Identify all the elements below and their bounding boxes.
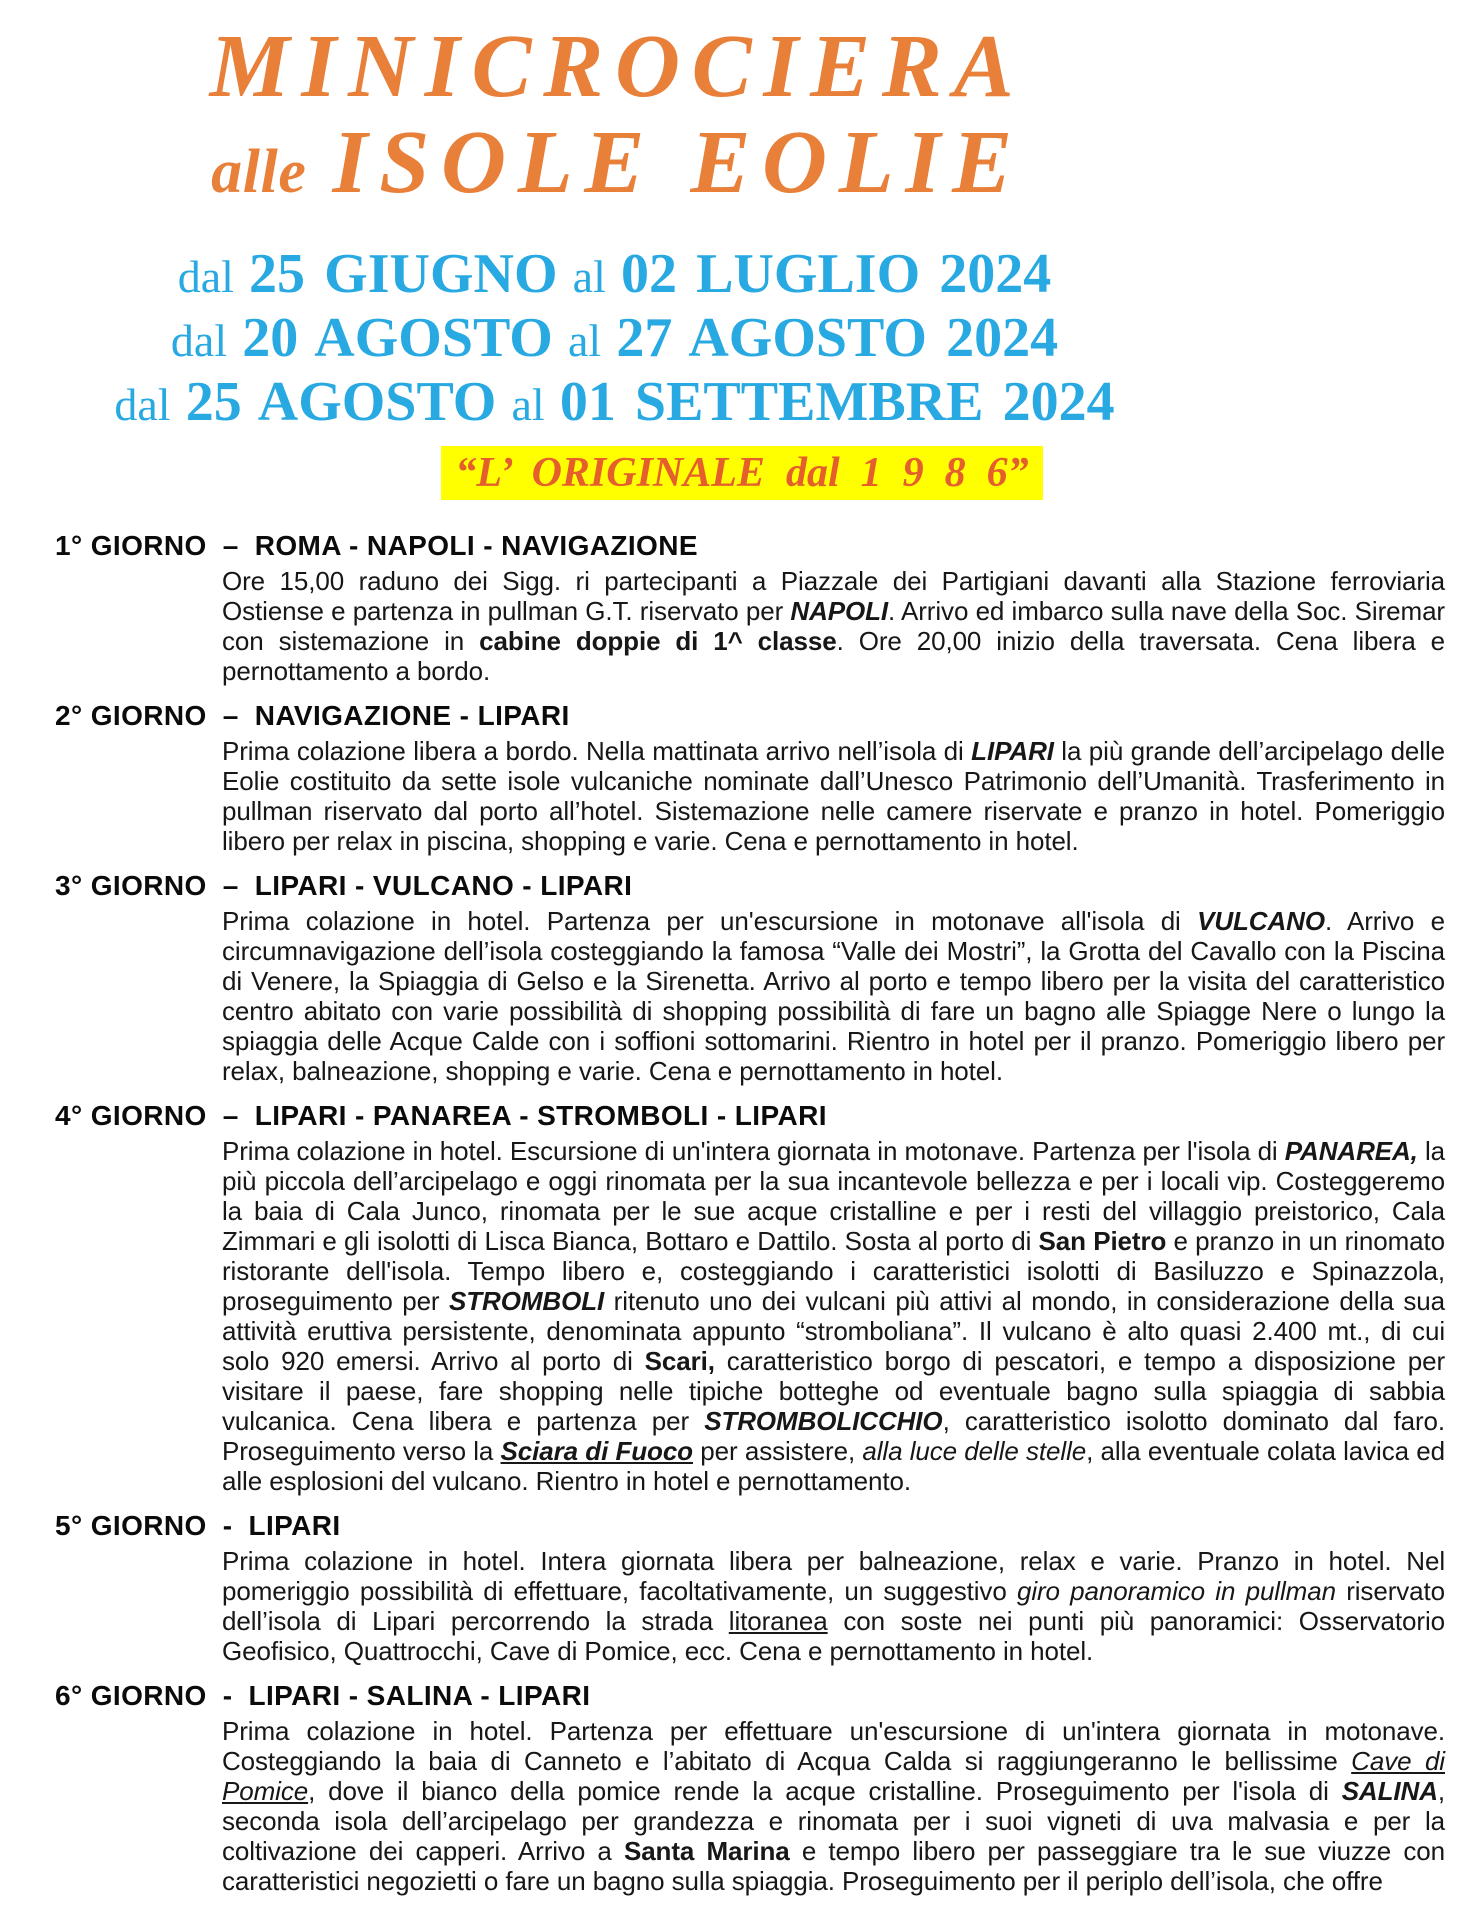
text-run: giro panoramico in pullman <box>1016 1576 1336 1606</box>
text-run: SALINA <box>1341 1776 1438 1806</box>
day-label: 2° GIORNO <box>55 700 207 731</box>
text-run: NAPOLI <box>790 596 889 626</box>
date-al: al <box>511 379 545 430</box>
day-paragraph <box>222 1136 1445 1496</box>
day-route: LIPARI - VULCANO - LIPARI <box>254 870 633 901</box>
text-run: caratteristico borgo di pescatori, e tempo a disposizione per visitare il paese, fare shopping nelle tipiche botteghe od eventuale bagno sulla spiaggia di sabbia vulcanica. Cena libera e partenza per <box>222 1346 1445 1436</box>
date-range-start: 20 AGOSTO <box>242 307 553 369</box>
day-route: LIPARI - SALINA - LIPARI <box>248 1680 591 1711</box>
day-paragraph <box>222 1716 1445 1896</box>
day-label: 6° GIORNO <box>55 1680 207 1711</box>
subtitle-main: ISOLE EOLIE <box>332 113 1024 212</box>
date-line <box>0 306 1235 370</box>
text-run: per assistere, <box>692 1436 863 1466</box>
text-run: . Ore 20,00 inizio della traversata. Cena libera e pernottamento a bordo. <box>222 626 1446 686</box>
text-run: STROMBOLICCHIO <box>704 1406 943 1436</box>
day-separator: – <box>222 870 239 901</box>
day-separator: – <box>222 1100 239 1131</box>
date-dal: dal <box>177 251 234 302</box>
text-run: e tempo libero per passeggiare tra le sue viuzze con caratteristici negozietti o fare un bagno sulla spiaggia. Proseguimento per il periplo dell’isola, che offre <box>222 1836 1445 1896</box>
day-section <box>0 530 1484 686</box>
itinerary <box>0 530 1484 1896</box>
text-run: , seconda isola dell’arcipelago per grandezza e rinomata per i suoi vigneti di uva malvasia e per la coltivazione dei capperi. Arrivo a <box>222 1776 1445 1866</box>
text-run: Ore 15,00 raduno dei Sigg. ri partecipanti a Piazzale dei Partigiani davanti alla Stazione ferroviaria Ostiense e partenza in pullman G.T. riservato per <box>222 566 1445 626</box>
day-section <box>0 870 1484 1086</box>
text-run: VULCANO <box>1197 906 1325 936</box>
day-separator: - <box>222 1510 233 1541</box>
day-section <box>0 1510 1484 1666</box>
text-run: STROMBOLI <box>449 1286 605 1316</box>
text-run: Santa Marina <box>623 1836 790 1866</box>
text-run: . Arrivo ed imbarco sulla nave della Soc. Siremar con sistemazione in <box>222 596 1445 656</box>
day-header <box>55 1680 1484 1712</box>
day-section <box>0 700 1484 856</box>
text-run: ritenuto uno dei vulcani più attivi al mondo, in considerazione della sua attività eruttiva persistente, denominata appunto “stromboliana”. Il vulcano è alto quasi 2.400 mt., di cui solo 920 emersi. Arrivo al porto di <box>222 1286 1446 1376</box>
day-header <box>55 870 1484 902</box>
date-lines <box>0 242 1235 434</box>
day-label: 4° GIORNO <box>55 1100 207 1131</box>
text-run: con soste nei punti più panoramici: Osservatorio Geofisico, Quattrocchi, Cave di Pomice, ecc. Cena e pernottamento in hotel. <box>222 1606 1445 1666</box>
day-label: 3° GIORNO <box>55 870 207 901</box>
date-line <box>0 242 1235 306</box>
day-header <box>55 530 1484 562</box>
text-run: Scari, <box>644 1346 715 1376</box>
text-run: cabine doppie di 1^ classe <box>479 626 837 656</box>
text-run: litoranea <box>728 1606 828 1636</box>
text-run: la più grande dell’arcipelago delle Eolie costituito da sette isole vulcaniche nominate dall’Unesco Patrimonio dell’Umanità. Trasferimento in pullman riservato dal porto all’hotel. Sistemazione nelle camere riservate e pranzo in hotel. Pomeriggio libero per relax in piscina, shopping e varie. Cena e pernottamento in hotel. <box>222 736 1446 856</box>
text-run: Prima colazione in hotel. Partenza per un'escursione in motonave all'isola di <box>222 906 1198 936</box>
date-range-start: 25 GIUGNO <box>249 243 558 305</box>
text-run: Prima colazione in hotel. Partenza per effettuare un'escursione di un'intera giornata in motonave. Costeggiando la baia di Canneto e l’abitato di Acqua Calda si raggiungeranno le bellissime <box>222 1716 1445 1776</box>
day-separator: – <box>222 700 239 731</box>
day-section <box>0 1100 1484 1496</box>
day-header <box>55 1100 1484 1132</box>
text-run: Cave di Pomice <box>222 1746 1445 1806</box>
day-label: 1° GIORNO <box>55 530 207 561</box>
date-dal: dal <box>114 379 171 430</box>
day-route: LIPARI - PANAREA - STROMBOLI - LIPARI <box>254 1100 827 1131</box>
date-dal: dal <box>170 315 228 366</box>
day-route: NAVIGAZIONE - LIPARI <box>254 700 570 731</box>
day-route: LIPARI <box>248 1510 341 1541</box>
text-run: riservato dell’isola di Lipari percorrendo la strada <box>222 1576 1445 1636</box>
text-run: Prima colazione in hotel. Intera giornata libera per balneazione, relax e varie. Pranzo in hotel. Nel pomeriggio possibilità di effettuare, facoltativamente, un suggestivo <box>222 1546 1445 1606</box>
day-route: ROMA - NAPOLI - NAVIGAZIONE <box>254 530 698 561</box>
day-separator: - <box>222 1680 233 1711</box>
date-range-end: 02 LUGLIO 2024 <box>620 243 1052 305</box>
day-separator: – <box>222 530 239 561</box>
page-title: MINICROCIERA <box>209 17 1026 116</box>
day-paragraph <box>222 906 1445 1086</box>
day-label: 5° GIORNO <box>55 1510 207 1541</box>
text-run: Prima colazione in hotel. Escursione di un'intera giornata in motonave. Partenza per l'isola di <box>222 1136 1285 1166</box>
text-run: Sciara di Fuoco <box>500 1436 693 1466</box>
text-run: Prima colazione libera a bordo. Nella mattinata arrivo nell’isola di <box>222 736 972 766</box>
text-run: . Arrivo e circumnavigazione dell’isola costeggiando la famosa “Valle dei Mostri”, la Grotta del Cavallo con la Piscina di Venere, la Spiaggia di Gelso e la Sirenetta. Arrivo al porto e tempo libero per la visita del caratteristico centro abitato con varie possibilità di shopping possibilità di fare un bagno alle Spiagge Nere o lungo la spiaggia delle Acque Calde con i soffioni sottomarini. Rientro in hotel per il pranzo. Pomeriggio libero per relax, balneazione, shopping e varie. Cena e pernottamento in hotel. <box>222 906 1445 1086</box>
page-subtitle <box>0 113 1235 212</box>
day-paragraph <box>222 1546 1445 1666</box>
day-header <box>55 1510 1484 1542</box>
day-section <box>0 1680 1484 1896</box>
date-range-end: 27 AGOSTO 2024 <box>616 307 1059 369</box>
subtitle-prefix: alle <box>211 138 307 206</box>
header <box>0 17 1235 434</box>
text-run: , caratteristico isolotto dominato dal faro. Proseguimento verso la <box>222 1406 1445 1466</box>
text-run: PANAREA, <box>1284 1136 1418 1166</box>
text-run: la più piccola dell’arcipelago e oggi rinomata per la sua incantevole bellezza e per i locali vip. Costeggeremo la baia di Cala Junco, rinomata per le sue acque cristalline e per i resti del villaggio preistorico, Cala Zimmari e gli isolotti di Lisca Bianca, Bottaro e Dattilo. Sosta al porto di <box>222 1136 1445 1256</box>
date-line <box>0 370 1235 434</box>
text-run: alla luce delle stelle <box>862 1436 1087 1466</box>
text-run: , alla eventuale colata lavica ed alle esplosioni del vulcano. Rientro in hotel e pernottamento. <box>222 1436 1445 1496</box>
date-al: al <box>572 251 606 302</box>
original-since-badge: “L’ ORIGINALE dal 1 9 8 6” <box>441 446 1042 500</box>
date-al: al <box>568 315 602 366</box>
day-paragraph <box>222 566 1445 686</box>
text-run: e pranzo in un rinomato ristorante dell'isola. Tempo libero e, costeggiando i caratteristici isolotti di Basiluzzo e Spinazzola, proseguimento per <box>222 1226 1445 1316</box>
date-range-end: 01 SETTEMBRE 2024 <box>559 371 1115 433</box>
text-run: San Pietro <box>1038 1226 1167 1256</box>
highlight-row <box>0 446 1484 500</box>
day-header <box>55 700 1484 732</box>
date-range-start: 25 AGOSTO <box>185 371 497 433</box>
day-paragraph <box>222 736 1445 856</box>
text-run: LIPARI <box>971 736 1054 766</box>
text-run: , dove il bianco della pomice rende la acque cristalline. Proseguimento per l'isola di <box>308 1776 1342 1806</box>
